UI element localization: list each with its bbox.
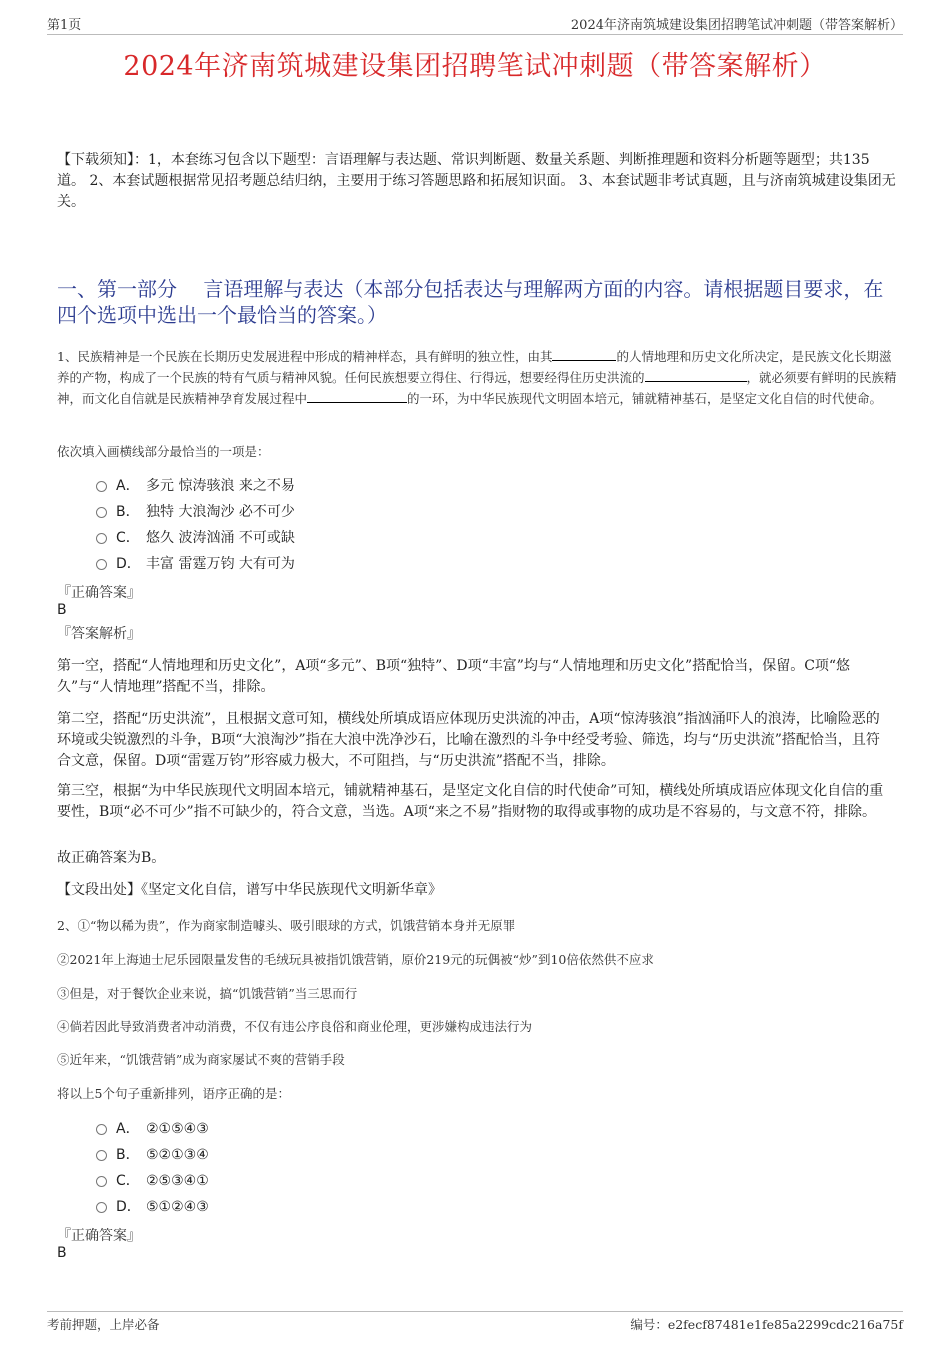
q1-analysis-paragraph-3: 第三空，根据“为中华民族现代文明固本培元，铺就精神基石，是坚定文化自信的时代使命”可知，横线处所填成语应体现文化自信的重要性，B项“必不可少”指不可缺少的，符合文意，当选。A项“来之不易”指财物的取得或事物的成功是不容易的，与文意不符，排除。 [57, 783, 884, 820]
header-doc-title: 2024年济南筑城建设集团招聘笔试冲刺题（带答案解析） [570, 18, 903, 33]
q1-stem-part-d: 的一环，为中华民族现代文明固本培元，铺就精神基石，是坚定文化自信的时代使命。 [407, 391, 883, 406]
option-text: 悠久 波涛汹涌 不可或缺 [146, 530, 295, 546]
radio-icon[interactable] [96, 1150, 107, 1161]
q2-line-3: ③但是，对于餐饮企业来说，搞“饥饿营销”当三思而行 [57, 986, 358, 1001]
document-title: 2024年济南筑城建设集团招聘笔试冲刺题（带答案解析） [123, 51, 827, 82]
option-text: ⑤②①③④ [146, 1147, 209, 1163]
page-number: 第1页 [47, 18, 82, 33]
option-text: ②①⑤④③ [146, 1121, 209, 1137]
q1-stem-part-b: 的人情地理和历史文化所决定，是民族文化长期滋养的产物，构成了一个民族的特有气质与精神风貌。任何民族想要立得住、行得远，想要经得住历史洪流的 [57, 349, 892, 385]
radio-icon[interactable] [96, 1202, 107, 1213]
q2-line-2: ②2021年上海迪士尼乐园限量发售的毛绒玩具被指饥饿营销，原价219元的玩偶被“炒”到10倍依然供不应求 [57, 952, 654, 967]
footer-doc-id: 编号：e2fecf87481e1fe85a2299cdc216a75f [630, 1317, 903, 1332]
option-letter: C． [116, 530, 140, 546]
q2-line-1: 2、①“物以稀为贵”，作为商家制造噱头、吸引眼球的方式，饥饿营销本身并无原罪 [57, 918, 516, 933]
q2-option-b[interactable] [96, 1144, 209, 1166]
download-notice: 【下载须知】：1，本套练习包含以下题型：言语理解与表达题、常识判断题、数量关系题、判断推理题和资料分析题等题型；共135道。 2、本套试题根据常见招考题总结归纳，主要用于练习答题思路和拓展知识面。 3、本套试题非考试真题，且与济南筑城建设集团无关。 [57, 152, 896, 210]
footer-slogan: 考前押题，上岸必备 [47, 1317, 160, 1332]
radio-icon[interactable] [96, 559, 107, 570]
fill-blank-2 [645, 367, 747, 382]
q1-option-b[interactable] [96, 501, 295, 523]
question-1-prompt: 依次填入画横线部分最恰当的一项是： [57, 444, 270, 459]
q1-analysis-label: 『答案解析』 [57, 626, 141, 642]
q1-conclusion: 故正确答案为B。 [57, 850, 166, 866]
q2-prompt: 将以上5个句子重新排列，语序正确的是： [57, 1086, 290, 1101]
option-text: 多元 惊涛骇浪 来之不易 [146, 478, 295, 494]
option-text: ⑤①②④③ [146, 1199, 209, 1215]
option-letter: D． [116, 1199, 141, 1215]
q1-option-d[interactable] [96, 553, 295, 575]
q2-option-d[interactable] [96, 1196, 209, 1218]
radio-icon[interactable] [96, 1176, 107, 1187]
q1-answer: B [57, 602, 67, 618]
question-1-stem [57, 346, 897, 409]
radio-icon[interactable] [96, 533, 107, 544]
q1-stem-part-c: ，就必须要有鲜明的民族精神，而文化自信就是民族精神孕育发展过程中 [57, 370, 897, 406]
q1-answer-label: 『正确答案』 [57, 585, 141, 601]
option-text: ②⑤③④① [146, 1173, 209, 1189]
page-header [47, 14, 903, 35]
option-text: 丰富 雷霆万钧 大有可为 [146, 556, 295, 572]
q1-option-c[interactable] [96, 527, 295, 549]
q2-answer-label: 『正确答案』 [57, 1228, 141, 1244]
q1-option-a[interactable] [96, 475, 295, 497]
option-letter: C． [116, 1173, 140, 1189]
option-letter: D． [116, 556, 141, 572]
option-letter: A． [116, 478, 140, 494]
q2-option-a[interactable] [96, 1118, 209, 1140]
fill-blank-3 [307, 388, 407, 403]
radio-icon[interactable] [96, 1124, 107, 1135]
q2-line-5: ⑤近年来，“饥饿营销”成为商家屡试不爽的营销手段 [57, 1052, 345, 1067]
section-heading: 一、第一部分 言语理解与表达（本部分包括表达与理解两方面的内容。请根据题目要求，在四个选项中选出一个最恰当的答案。） [57, 277, 884, 327]
q2-answer: B [57, 1245, 67, 1261]
option-letter: A． [116, 1121, 140, 1137]
option-letter: B． [116, 1147, 140, 1163]
radio-icon[interactable] [96, 481, 107, 492]
footer-divider [47, 1311, 903, 1312]
q2-line-4: ④倘若因此导致消费者冲动消费，不仅有违公序良俗和商业伦理，更涉嫌构成违法行为 [57, 1019, 533, 1034]
option-text: 独特 大浪淘沙 必不可少 [146, 504, 295, 520]
fill-blank-1 [552, 346, 616, 361]
radio-icon[interactable] [96, 507, 107, 518]
q1-analysis-paragraph-2: 第二空，搭配“历史洪流”，且根据文意可知，横线处所填成语应体现历史洪流的冲击，A项“惊涛骇浪”指汹涌吓人的浪涛，比喻险恶的环境或尖锐激烈的斗争，B项“大浪淘沙”指在大浪中洗净沙石，比喻在激烈的斗争中经受考验、筛选，均与“历史洪流”搭配恰当，且符合文意，保留。D项“雷霆万钧”形容威力极大，不可阻挡，与“历史洪流”搭配不当，排除。 [57, 711, 880, 769]
q1-stem-part-a: 1、民族精神是一个民族在长期历史发展进程中形成的精神样态，具有鲜明的独立性，由其 [57, 349, 553, 364]
q1-analysis-paragraph-1: 第一空，搭配“人情地理和历史文化”，A项“多元”、B项“独特”、D项“丰富”均与“人情地理和历史文化”搭配恰当，保留。C项“悠久”与“人情地理”搭配不当，排除。 [57, 658, 851, 695]
q2-option-c[interactable] [96, 1170, 209, 1192]
q1-source: 【文段出处】《坚定文化自信，谱写中华民族现代文明新华章》 [57, 882, 442, 898]
option-letter: B． [116, 504, 140, 520]
